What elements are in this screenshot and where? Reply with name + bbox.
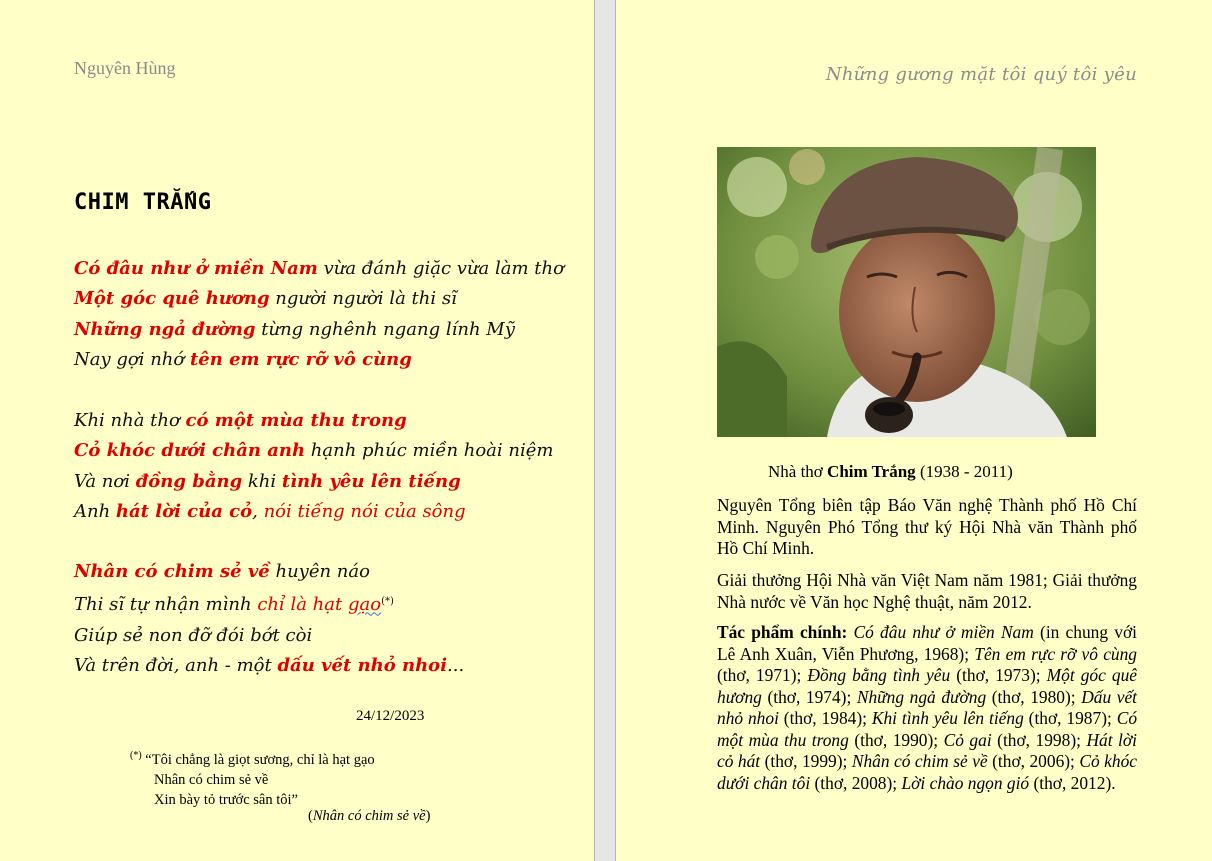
work-title: Đồng bằng tình yêu (807, 665, 951, 685)
poem-stanza-2 (74, 406, 553, 527)
footnote-source: (Nhân có chim sẻ về) (308, 808, 431, 824)
page-header-author: Nguyên Hùng (74, 58, 176, 78)
right-page (616, 0, 1212, 861)
work-title: Dấu vết nhỏ nhoi (717, 686, 1138, 728)
bio-works (717, 622, 1137, 794)
poem-segment: Có đâu như ở miền Nam (74, 258, 318, 279)
poem-segment: gạo (347, 594, 382, 616)
work-title: Có đâu như ở miền Nam (853, 622, 1034, 642)
poem-line (74, 406, 553, 436)
poem-line (74, 436, 553, 466)
poem-line (74, 467, 553, 497)
left-page (0, 0, 594, 861)
page-header-series: Những gương mặt tôi quý tôi yêu (825, 64, 1137, 85)
poem-segment: Nhân có chim sẻ về (74, 561, 270, 582)
work-detail: (thơ, 1987); (1023, 708, 1117, 728)
poem-segment: vừa đánh giặc vừa làm thơ (317, 258, 564, 279)
poet-name: Chim Trắng (827, 462, 916, 481)
poem-segment: Và nơi (74, 470, 136, 492)
work-detail: (thơ, 1973); (950, 665, 1047, 685)
poem-segment: Một góc quê hương (74, 288, 270, 310)
poem-segment: Những ngả đường (74, 318, 256, 340)
poem-line (74, 254, 564, 284)
poem-segment: đồng bằng (135, 470, 243, 492)
work-title: Cỏ khóc dưới chân tôi (717, 751, 1137, 793)
poem-line (74, 284, 564, 314)
work-title: Cỏ gai (943, 729, 992, 750)
work-detail: (thơ, 1999); (760, 751, 852, 771)
work-detail: (thơ, 1980); (986, 686, 1082, 707)
work-detail: (in chung với Lê Anh Xuân, Viễn Phương, 1968); (717, 622, 1137, 664)
work-title: Nhân có chim sẻ về (851, 751, 988, 771)
photo-caption: Nhà thơ Chim Trắng (1938 - 2011) (768, 462, 1013, 481)
poem-segment: nói tiếng nói của sông (263, 500, 466, 522)
poem-segment: Thi sĩ tự nhận mình (74, 594, 258, 616)
work-detail: (thơ, 2012). (1029, 772, 1116, 793)
portrait-photo (717, 147, 1096, 437)
poem-title: CHIM TRẮNG (74, 190, 212, 215)
poem-segment: ... (447, 654, 465, 676)
poem-segment: Nay gợi nhớ (74, 348, 190, 370)
footnote-mark: (*) (130, 750, 142, 761)
work-detail: (thơ, 1990); (848, 729, 944, 750)
poem-line (74, 557, 464, 587)
poem-segment: dấu vết nhỏ nhoi (277, 654, 448, 676)
work-title: Tên em rực rỡ vô cùng (974, 643, 1138, 664)
poem-segment: Cỏ khóc dưới chân anh (74, 440, 306, 462)
poem-segment: (*) (381, 596, 394, 608)
poem-segment: , (252, 500, 264, 522)
footnote-line-1: (*) “Tôi chẳng là giọt sương, chỉ là hạt gạo (130, 750, 375, 768)
poem-segment: hạnh phúc miền hoài niệm (305, 440, 554, 462)
work-detail: (thơ, 1998); (991, 729, 1087, 750)
poem-segment: từng nghênh ngang lính Mỹ (255, 318, 515, 340)
work-detail: (thơ, 1984); (778, 708, 872, 728)
page-gap (594, 0, 616, 861)
poem-segment: Giúp sẻ non đỡ đói bớt còi (74, 624, 313, 646)
poem-line (74, 621, 464, 651)
work-detail: (thơ, 1971); (717, 665, 808, 685)
poem-segment: người người là thi sĩ (269, 288, 457, 310)
poem-segment: chỉ là hạt (257, 594, 348, 616)
poem-line (74, 345, 564, 375)
poem-segment: Anh (74, 500, 116, 522)
footnote-line-2: Nhân có chim sẻ về (154, 772, 269, 788)
work-title: Khi tình yêu lên tiếng (871, 708, 1024, 728)
work-title: Lời chào ngọn gió (901, 772, 1030, 793)
work-detail: (thơ, 2006); (987, 751, 1080, 771)
work-title: Có một mùa thu trong (717, 708, 1138, 750)
work-title: Những ngả đường (856, 686, 987, 707)
works-label: Tác phẩm chính: (717, 622, 848, 642)
work-detail: (thơ, 2008); (810, 772, 902, 793)
poem-line (74, 315, 564, 345)
poem-line (74, 651, 464, 681)
footnote (130, 746, 431, 824)
poem-segment: tên em rực rỡ vô cùng (189, 348, 412, 370)
work-title: Hát lời cỏ hát (717, 729, 1137, 771)
poem-segment: huyên náo (269, 561, 370, 582)
poem-segment: có một mùa thu trong (185, 410, 407, 431)
poem-line (74, 587, 464, 620)
poem-stanza-1 (74, 254, 564, 375)
poem-segment: tình yêu lên tiếng (281, 470, 461, 492)
poem-date: 24/12/2023 (356, 708, 425, 724)
poem-segment: khi (242, 470, 282, 492)
work-detail: (thơ, 1974); (761, 686, 857, 707)
portrait-illustration (717, 147, 1096, 437)
poem-line (74, 497, 553, 527)
bio-awards: Giải thưởng Hội Nhà văn Việt Nam năm 1981; Giải thưởng Nhà nước về Văn học Nghệ thuật, năm 2012. (717, 570, 1137, 612)
poem-segment: Khi nhà thơ (74, 410, 186, 431)
poem-stanza-3 (74, 557, 464, 681)
footnote-line-3: Xin bày tỏ trước sân tôi” (154, 792, 298, 808)
bio-positions: Nguyên Tổng biên tập Báo Văn nghệ Thành phố Hồ Chí Minh. Nguyên Phó Tổng thư ký Hội Nhà văn Thành phố Hồ Chí Minh. (717, 495, 1137, 558)
poem-segment: Và trên đời, anh - một (74, 654, 278, 676)
work-title: Một góc quê hương (717, 665, 1137, 707)
poem-segment: hát lời của cỏ (115, 500, 253, 522)
